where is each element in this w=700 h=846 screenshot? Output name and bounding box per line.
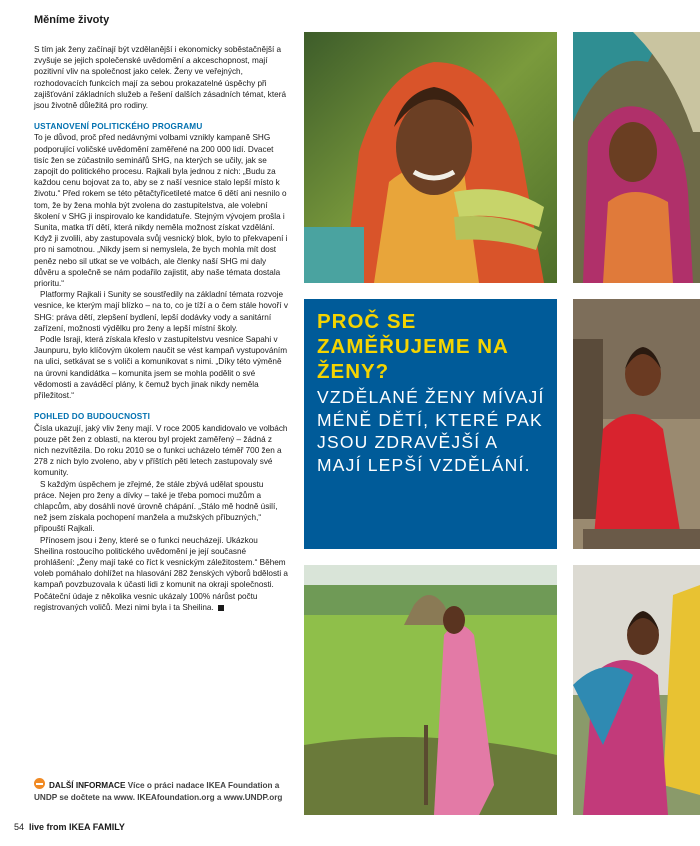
publication-name: live from IKEA FAMILY [29, 822, 125, 832]
section2-paragraph-1: Čísla ukazují, jaký vliv ženy mají. V roce 2005 kandidovalo ve volbách pouze pět žen z oblasti, na kterou byl projekt zaměřený – žádná z nich nezvítězila. Do roku 2010 se o funkci ucházelo téměř 700 žen a 278 z nich bylo zvoleno, aby v příštích pěti letech zastupovaly své komunity. [34, 423, 288, 478]
intro-paragraph: S tím jak ženy začínají být vzdělanější i ekonomicky soběstačnější a zvyšuje se jejich společenské uvědomění a akceschopnost, mají pozitivní vliv na společnost jako celek. Ženy ve veřejných, rozhodovacích funkcích mají za sebou prokazatelné úspěchy při zajišťování základních služeb a řešení dalších zásadních témat, která jsou životně důležitá pro rodiny. [34, 45, 287, 111]
minus-circle-icon [34, 778, 45, 789]
section2-paragraph-3 [34, 535, 288, 613]
quote-body: VZDĚLANÉ ŽENY MÍVAJÍ MÉNĚ DĚTÍ, KTERÉ PAK JSOU ZDRAVĚJŠÍ A MAJÍ LEPŠÍ VZDĚLÁNÍ. [317, 387, 545, 475]
section2-paragraph-3-text: Přínosem jsou i ženy, které se o funkci neucházejí. Ukázkou Sheilina rostoucího politického uvědomění je její současné prohlášení: „Ženy mají také co říct k vesnickým záležitostem.“ Během voleb pomáhalo dohlížet na hlasování 282 ženských výborů bdělosti a kampaň povzbuzovala k účasti lidi z komunit na okraji společnosti. Počáteční údaje z několika vesnic ukázaly 100% nárůst počtu registrovaných voličů. Mezi nimi byla i ta Sheilina. [34, 535, 288, 612]
photo-woman-bananas [304, 32, 557, 283]
more-info-text: Více o práci nadace IKEA Foundation a UNDP se dočtete na www. IKEAfoundation.org a www.UNDP.org [34, 781, 283, 802]
quote-box [304, 299, 557, 549]
section1-paragraph-1: To je důvod, proč před nedávnými volbami vznikly kampaně SHG podporující voličské uvědomění zaměřené na 200 000 lidí. Dvacet tisíc žen se zúčastnilo seminářů SHG, na kterých se učily, jak se zapojit do politického procesu. Rajkali byla jednou z nich: „Budu za každou cenu bojovat za to, aby se z naší vesnice stalo lepší místo k životu.“ Před rokem se této pětačtyřicetileté matce 6 dětí ani nesnilo o tom, že by žena mohla být zvolena do zastupitelstva, ale volební školení v SHG ji inspirovalo ke kandidatuře. Stejným vývojem prošla i Sunita, matka tří dětí, která nikdy neměla možnost získat vzdělání. Když ji zvolili, aby zastupovala svůj vesnický blok, bylo to překvapení i pro ni samotnou. „Nikdy jsem si nemyslela, že bych mohla mít dost peněz nebo sil utkat se ve volbách, ale členky naší SHG mi daly důvěru a společně se nám podařilo zajistit, aby naše témata dostala prioritu.“ [34, 133, 288, 289]
section2-paragraph-2: S každým úspěchem je zřejmé, že stále zbývá udělat spoustu práce. Nejen pro ženy a dívky – také je třeba pomoci mužům a chlapcům, aby dosáhli nové úrovně chápání. „Stálo mě hodně úsilí, než jsem získala pochopení manžela a mužských příbuzných,“ připouští Rajkali. [34, 479, 278, 534]
section1-paragraph-3: Podle Israji, která získala křeslo v zastupitelstvu vesnice Sapahi v Jaunpuru, bylo klíčovým úkolem naučit se vést kampaň vystupováním na ulici, setkávat se s voliči a komunikovat s nimi. „Díky této výměně na úrovni kandidátka – komunita jsem se mohla podělit o své vědomosti a zaváděcí plány, k čemuž bych jinak nikdy neměla příležitost.“ [34, 335, 288, 401]
quote-heading: PROČ SE ZAMĚŘUJEME NA ŽENY? [317, 310, 509, 383]
more-info-box [34, 778, 288, 803]
photo-woman-with-sign [573, 565, 700, 815]
section-heading-political: USTANOVENÍ POLITICKÉHO PROGRAMU [34, 122, 203, 132]
photo-woman-blue-scarf [573, 32, 700, 283]
article-body [34, 44, 288, 613]
section-heading-future: POHLED DO BUDOUCNOSTI [34, 412, 151, 422]
photo-woman-red-sari [573, 299, 700, 549]
end-mark-icon [218, 605, 224, 611]
photo-woman-rice-field [304, 565, 557, 815]
page-number: 54 [14, 822, 25, 832]
more-info-label: DALŠÍ INFORMACE [49, 781, 126, 790]
section1-paragraph-2: Platformy Rajkali i Sunity se soustředily na základní témata rozvoje vesnice, ke kterým mají blízko – na to, co je tíží a o čem stále hovoří v SHG: práva dětí, zlepšení bydlení, lepší dodávky vody a sanitární zařízení, možnosti výdělku pro ženy a lepší místní školy. [34, 290, 288, 333]
page-footer [14, 822, 125, 832]
page-title: Měníme životy [34, 14, 110, 26]
